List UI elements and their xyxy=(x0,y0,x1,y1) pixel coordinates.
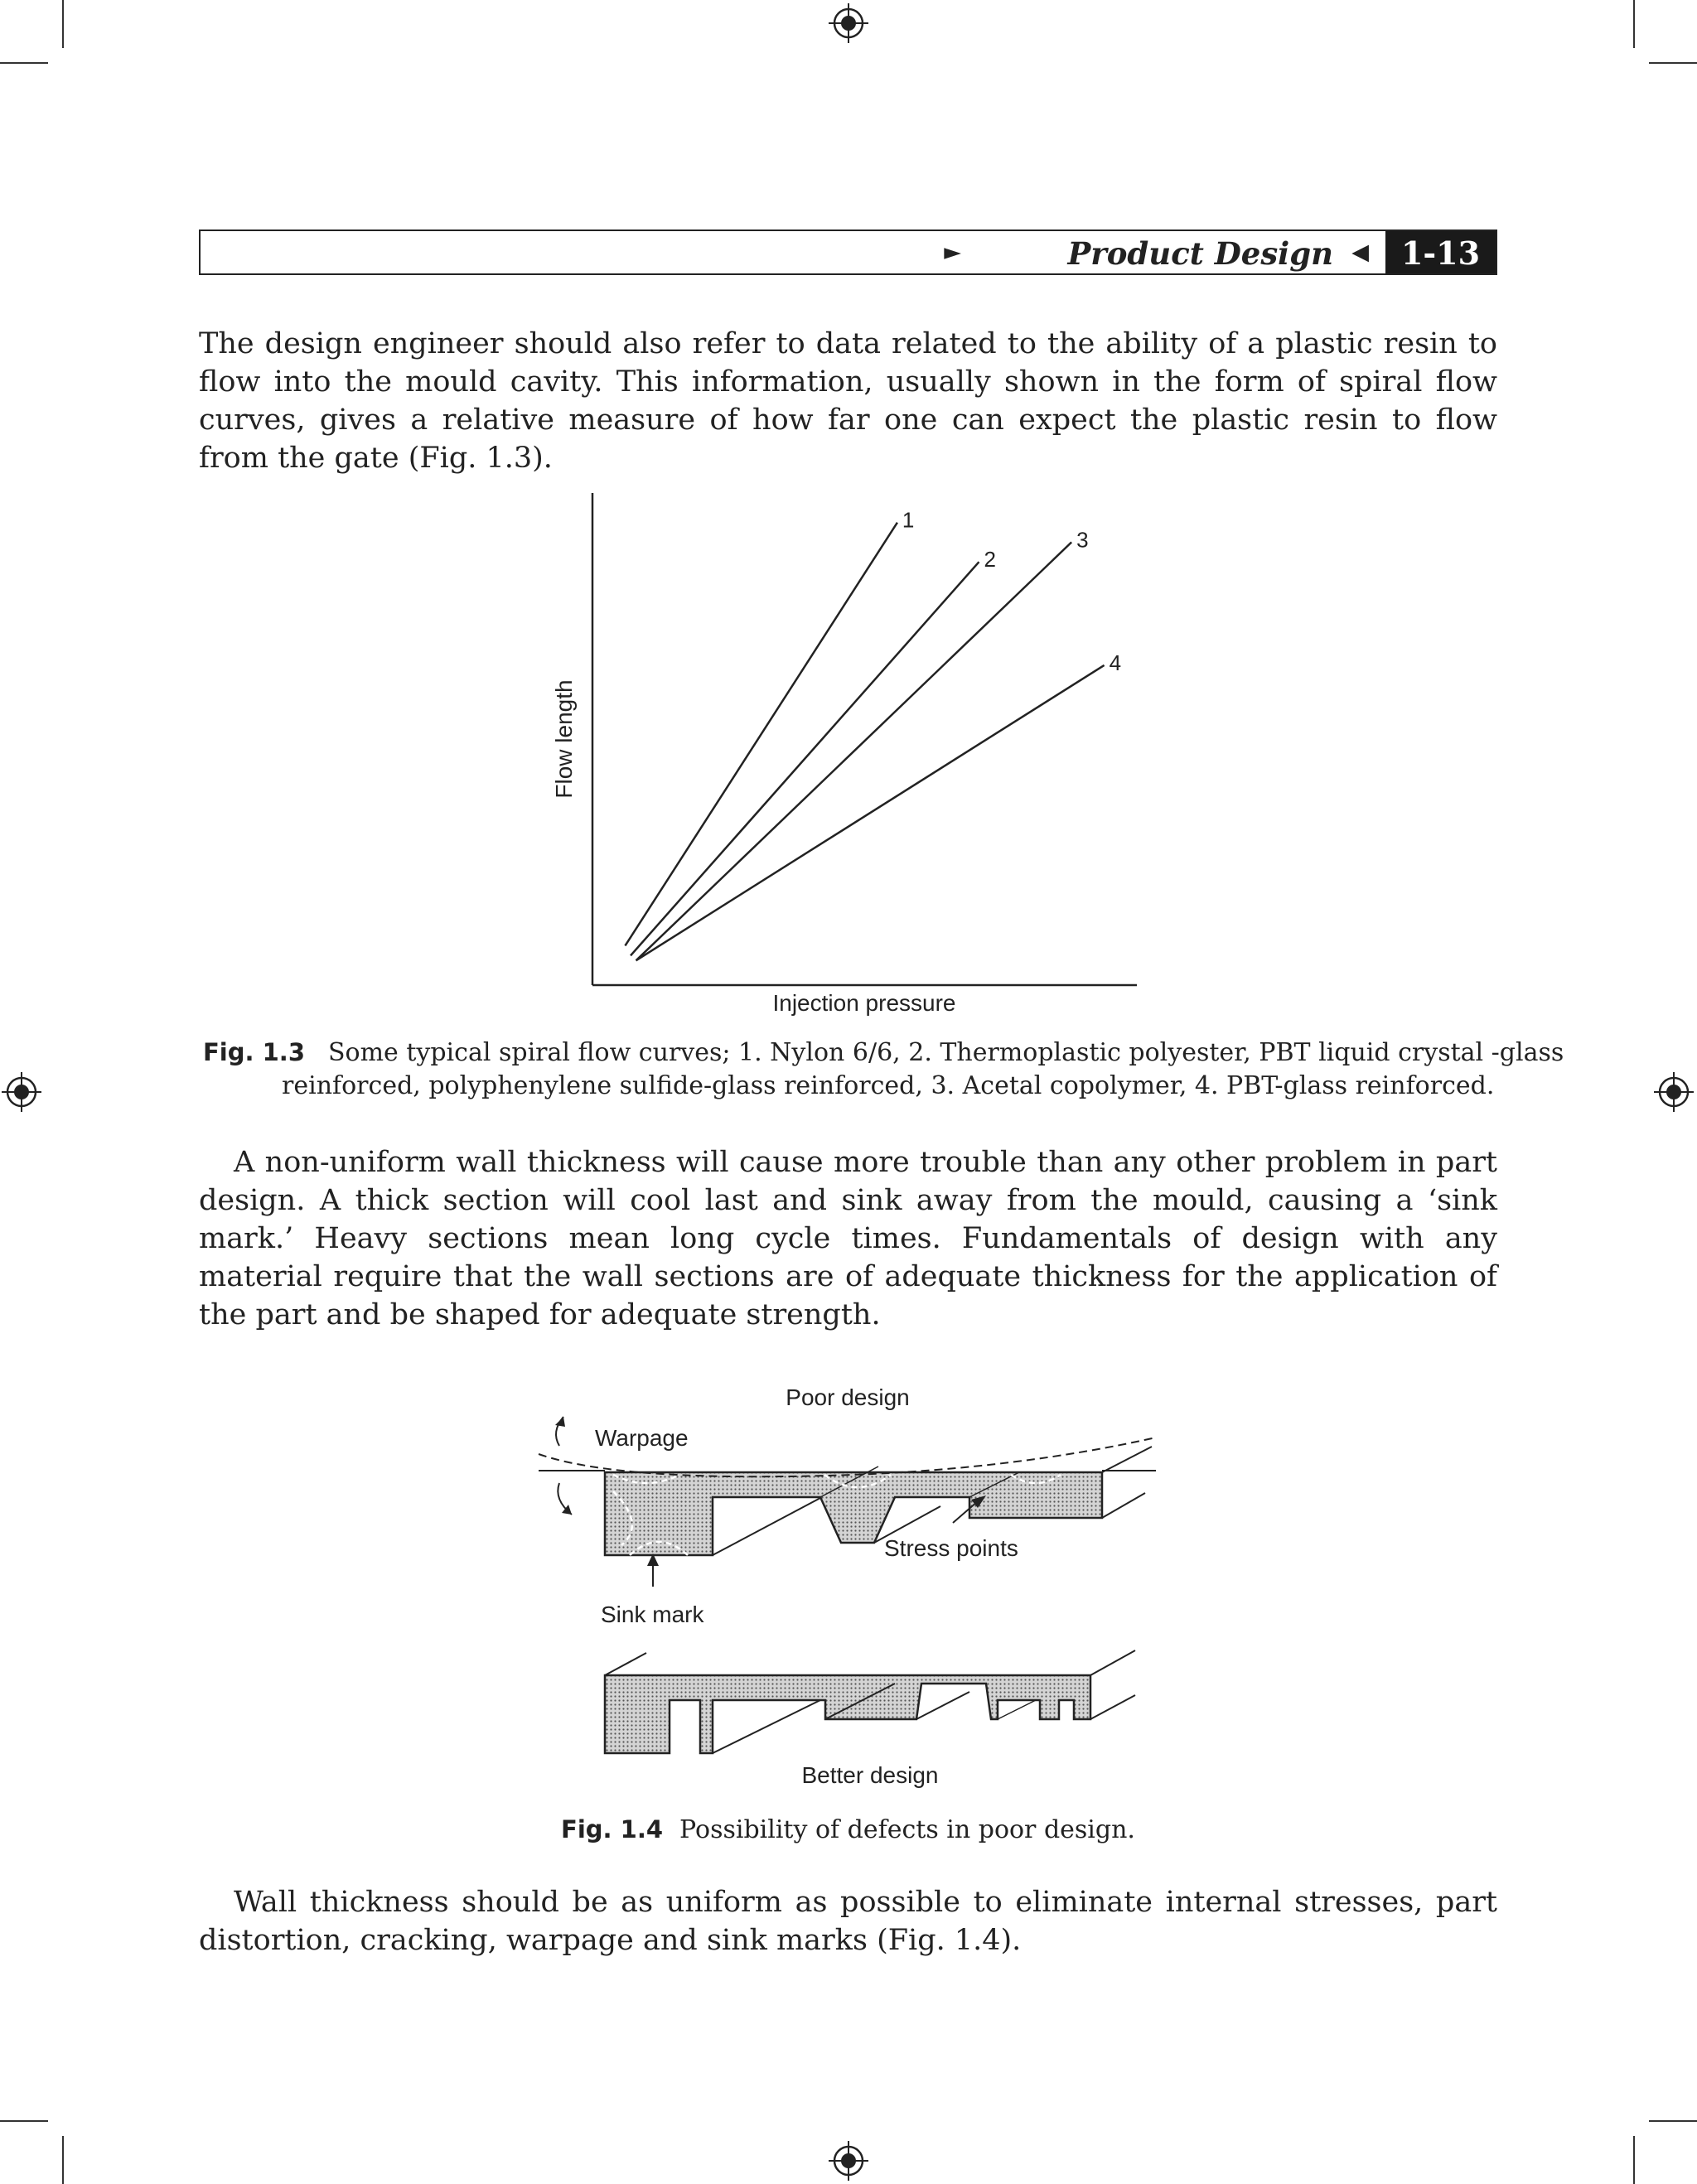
warpage-label: Warpage xyxy=(595,1425,689,1451)
figure-1-3-caption-text: Some typical spiral flow curves; 1. Nylon 6/6, 2. Thermoplastic polyester, PBT liquid crystal -glass reinforced, polyphenylene sulfide-glass reinforced, 3. Acetal copolymer, 4. PBT-glass reinforced. xyxy=(282,1038,1564,1100)
y-axis-label: Flow length xyxy=(551,679,577,799)
series-label-3: 3 xyxy=(1076,527,1089,553)
series-line-2 xyxy=(631,562,979,955)
series-label-1: 1 xyxy=(902,507,915,533)
spiral-flow-chart xyxy=(530,481,1160,1027)
paragraph-3: Wall thickness should be as uniform as possible to eliminate internal stresses, part distortion, cracking, warpage and sink marks (Fig. 1.4). xyxy=(199,1886,1497,1957)
figure-1-3-label: Fig. 1.3 xyxy=(203,1038,305,1066)
crosshair-bottom-icon xyxy=(829,2141,868,2181)
crosshair-right-icon xyxy=(1654,1072,1694,1112)
running-header xyxy=(199,230,1497,275)
triangle-right-icon: ► xyxy=(944,239,961,265)
figure-1-4-caption xyxy=(199,1813,1497,1847)
figure-1-4-caption-text: Possibility of defects in poor design. xyxy=(679,1815,1135,1844)
paragraph-2: A non-uniform wall thickness will cause more trouble than any other problem in part design. A thick section will cool last and sink away from the mould, causing a ‘sink mark.’ Heavy sections mean long cycle times. Fundamentals of design with any material require that the wall sections are of adequate thickness for the application of the part and be shaped for adequate strength. xyxy=(199,1146,1497,1331)
crosshair-left-icon xyxy=(2,1072,41,1112)
stress-points-label: Stress points xyxy=(884,1535,1018,1561)
poor-design-part xyxy=(605,1447,1152,1555)
better-design-part xyxy=(605,1650,1135,1753)
figure-1-3-caption xyxy=(203,1036,1574,1103)
better-design-label: Better design xyxy=(801,1762,939,1788)
series-line-4 xyxy=(636,665,1105,960)
paragraph-1: The design engineer should also refer to data related to the ability of a plastic resin to flow into the mould cavity. This information, usually shown in the form of spiral flow curves, gives a relative measure of how far one can expect the plastic resin to flow from the gate (Fig. 1.3). xyxy=(199,327,1497,475)
series-label-2: 2 xyxy=(984,547,996,573)
sink-mark-label: Sink mark xyxy=(601,1602,704,1627)
poor-design-label: Poor design xyxy=(786,1384,910,1410)
wall-thickness-diagram xyxy=(522,1367,1177,1798)
series-line-3 xyxy=(636,542,1072,960)
section-title: Product Design xyxy=(1067,235,1333,272)
x-axis-label: Injection pressure xyxy=(772,990,956,1016)
page-number: 1-13 xyxy=(1385,231,1496,273)
triangle-left-icon: ◀ xyxy=(1351,239,1369,265)
crosshair-top-icon xyxy=(829,3,868,43)
figure-1-4-label: Fig. 1.4 xyxy=(561,1815,664,1843)
series-label-4: 4 xyxy=(1109,650,1122,675)
